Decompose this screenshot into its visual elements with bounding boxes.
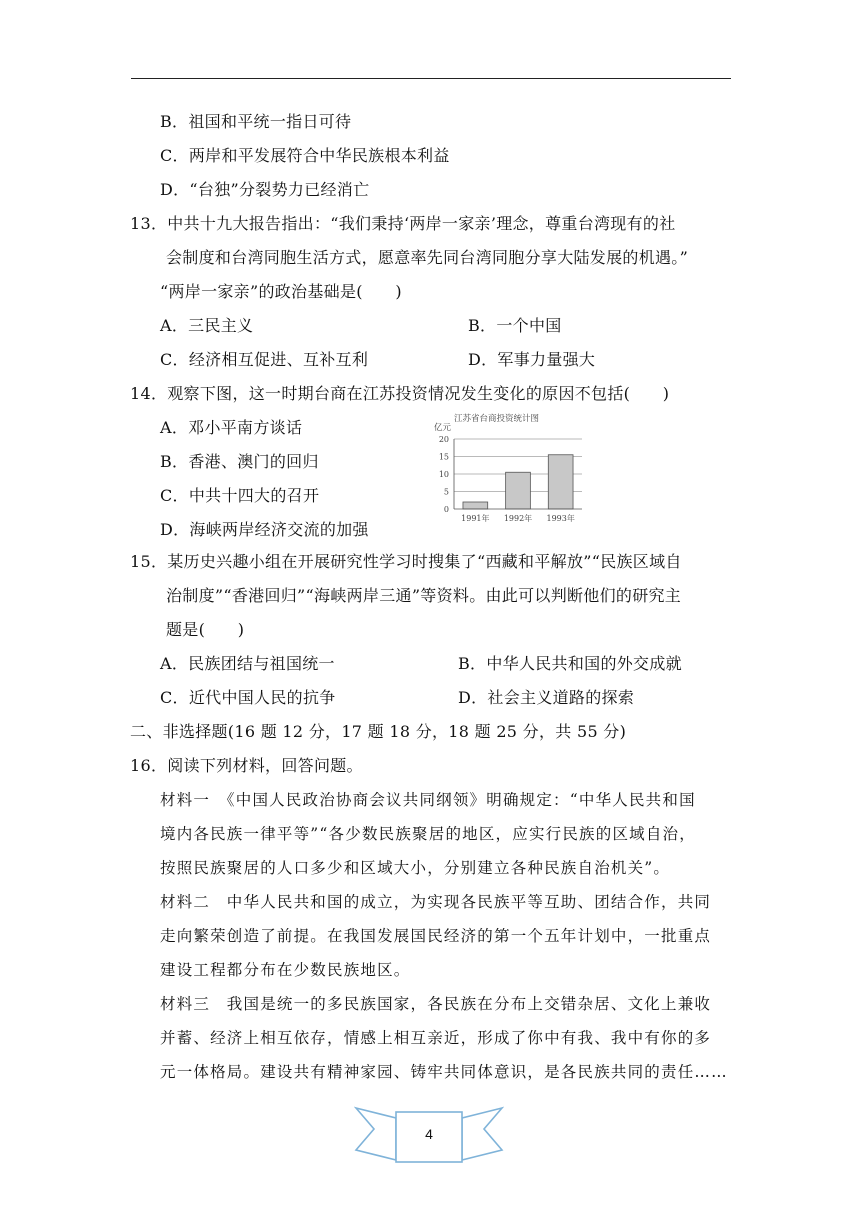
q13-option-c: C．经济相互促进、互补互利 xyxy=(160,350,369,369)
q13-stem-line2: 会制度和台湾同胞生活方式，愿意率先同台湾同胞分享大陆发展的机遇。” xyxy=(166,248,689,267)
chart-y-tick-label: 10 xyxy=(438,470,449,479)
q15-option-b: B．中华人民共和国的外交成就 xyxy=(458,654,682,673)
chart-y-axis-label: 亿元 xyxy=(434,423,452,433)
q15-stem-line1: 15．某历史兴趣小组在开展研究性学习时搜集了“西藏和平解放”“民族区域自 xyxy=(130,552,682,571)
section-two-heading: 二、非选择题(16 题 12 分，17 题 18 分，18 题 25 分，共 55 分) xyxy=(130,722,627,741)
chart-bar xyxy=(463,502,488,509)
q15-option-d: D．社会主义道路的探索 xyxy=(458,688,635,707)
q13-option-b: B．一个中国 xyxy=(468,316,562,335)
q16-stem: 16．阅读下列材料，回答问题。 xyxy=(130,756,363,775)
q13-option-a: A．三民主义 xyxy=(160,316,254,335)
q14-option-b: B．香港、澳门的回归 xyxy=(160,452,319,471)
q14-stem: 14．观察下图，这一时期台商在江苏投资情况发生变化的原因不包括( ) xyxy=(130,384,670,403)
chart-y-tick-label: 5 xyxy=(443,487,449,497)
q12-option-c: C．两岸和平发展符合中华民族根本利益 xyxy=(160,146,450,165)
q16-material-1-line2: 境内各民族一律平等”“各少数民族聚居的地区，应实行民族的区域自治， xyxy=(160,825,696,843)
page-number: 4 xyxy=(425,1126,433,1142)
q13-stem-line1: 13．中共十九大报告指出：“我们秉持‘两岸一家亲’理念，尊重台湾现有的社 xyxy=(130,214,676,233)
chart-title: 江苏省台商投资统计图 xyxy=(454,414,540,424)
q16-material-3-line3: 元一体格局。建设共有精神家园、铸牢共同体意识，是各民族共同的责任…… xyxy=(160,1063,728,1081)
chart-x-tick-label: 1992年 xyxy=(503,514,533,523)
q14-option-c: C．中共十四大的召开 xyxy=(160,486,320,505)
q16-material-3-line1: 材料三 我国是统一的多民族国家，各民族在分布上交错杂居、文化上兼收 xyxy=(160,995,712,1013)
chart-y-tick-label: 0 xyxy=(443,505,449,514)
q15-option-a: A．民族团结与祖国统一 xyxy=(160,654,335,673)
chart-x-tick-label: 1993年 xyxy=(546,514,575,523)
chart-x-tick-label: 1991年 xyxy=(461,514,490,523)
q16-material-2-line1: 材料二 中华人民共和国的成立，为实现各民族平等互助、团结合作，共同 xyxy=(160,893,712,911)
q16-material-2-line2: 走向繁荣创造了前提。在我国发展国民经济的第一个五年计划中，一批重点 xyxy=(160,927,712,945)
q15-option-c: C．近代中国人民的抗争 xyxy=(160,688,336,707)
q13-option-d: D．军事力量强大 xyxy=(468,350,596,369)
q14-option-d: D．海峡两岸经济交流的加强 xyxy=(160,520,369,539)
q12-option-d: D．“台独”分裂势力已经消亡 xyxy=(160,180,370,199)
chart-y-tick-label: 15 xyxy=(438,452,449,462)
q16-material-1-line1: 材料一 《中国人民政治协商会议共同纲领》明确规定：“中华人民共和国 xyxy=(160,791,696,809)
q15-stem-line3: 题是( ) xyxy=(166,620,245,639)
header-rule xyxy=(131,78,731,79)
chart-bar xyxy=(506,472,531,509)
q12-option-b: B．祖国和平统一指日可待 xyxy=(160,112,352,131)
investment-bar-chart xyxy=(420,408,590,528)
q16-material-1-line3: 按照民族聚居的人口多少和区域大小，分别建立各种民族自治机关”。 xyxy=(160,859,671,877)
q13-stem-line3: “两岸一家亲”的政治基础是( ) xyxy=(160,282,402,301)
q16-material-2-line3: 建设工程都分布在少数民族地区。 xyxy=(160,961,411,979)
q14-option-a: A．邓小平南方谈话 xyxy=(160,418,303,437)
chart-bar xyxy=(548,455,573,509)
q16-material-3-line2: 并蓄、经济上相互依存，情感上相互亲近，形成了你中有我、我中有你的多 xyxy=(160,1029,712,1047)
chart-y-tick-label: 20 xyxy=(438,435,449,444)
q15-stem-line2: 治制度”“香港回归”“海峡两岸三通”等资料。由此可以判断他们的研究主 xyxy=(166,586,682,605)
